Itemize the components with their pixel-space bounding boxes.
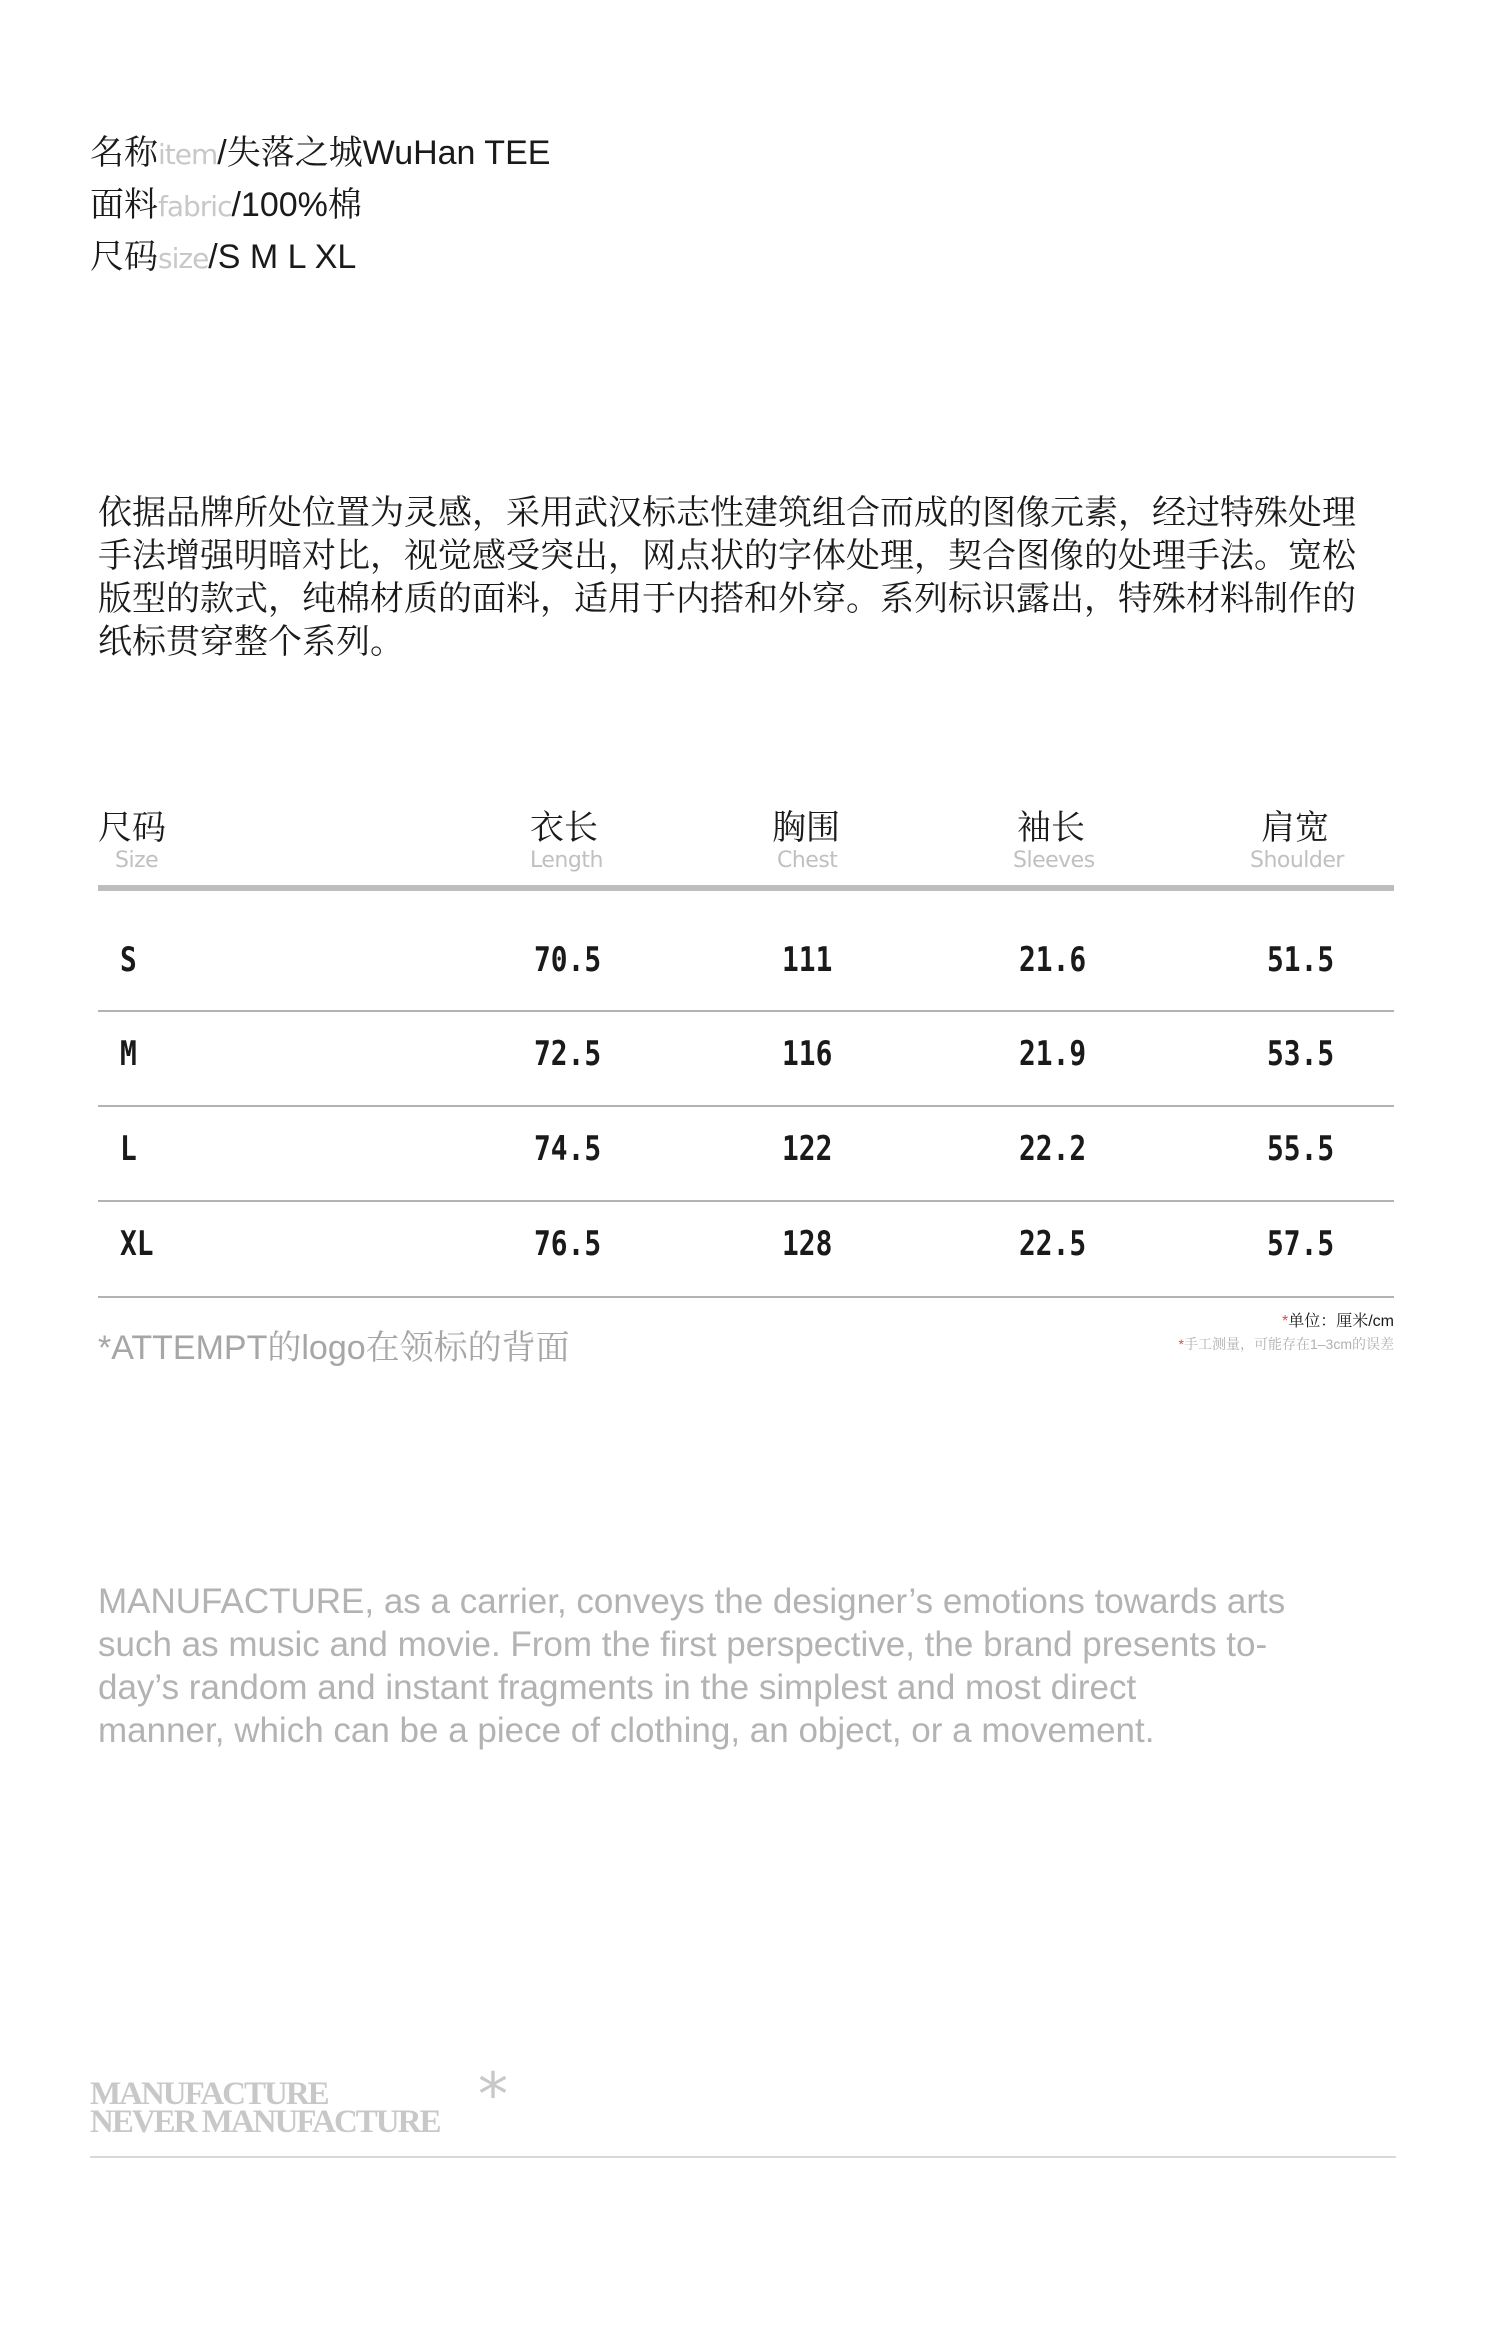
table-row-divider: [98, 1010, 1394, 1012]
header-size-en: Size: [115, 848, 159, 873]
description-line: 版型的款式，纯棉材质的面料，适用于内搭和外穿。系列标识露出，特殊材料制作的: [98, 580, 1356, 618]
table-cell-shoulder: 55.5: [1267, 1129, 1335, 1169]
product-size-line: [90, 232, 550, 284]
table-cell-length: 70.5: [534, 940, 602, 980]
table-cell-length: 72.5: [534, 1034, 602, 1074]
header-sleeves-cn: 袖长: [1017, 809, 1085, 847]
header-shoulder-en: Shoulder: [1250, 848, 1344, 873]
product-size-label: 尺码: [90, 238, 158, 276]
product-name-line: [90, 128, 550, 180]
header-chest-cn: 胸围: [772, 809, 840, 847]
table-cell-shoulder: 51.5: [1267, 940, 1335, 980]
table-cell-size: L: [120, 1129, 137, 1169]
table-cell-chest: 122: [782, 1129, 833, 1169]
brand-statement: [98, 1580, 1428, 1752]
header-length-cn: 衣长: [530, 809, 598, 847]
brand-statement-line: such as music and movie. From the first perspective, the brand presents to-: [98, 1625, 1268, 1664]
product-name-label-en: item: [158, 138, 218, 171]
table-cell-chest: 116: [782, 1034, 833, 1074]
brand-statement-line: manner, which can be a piece of clothing, an object, or a movement.: [98, 1711, 1155, 1750]
table-cell-size: XL: [120, 1224, 154, 1264]
table-cell-shoulder: 53.5: [1267, 1034, 1335, 1074]
table-cell-sleeves: 22.5: [1019, 1224, 1087, 1264]
table-row-divider: [98, 1296, 1394, 1298]
error-text: 手工测量，可能存在1–3cm的误差: [1183, 1336, 1394, 1352]
table-cell-chest: 128: [782, 1224, 833, 1264]
table-cell-sleeves: 21.6: [1019, 940, 1087, 980]
product-fabric-label: 面料: [90, 186, 158, 224]
table-cell-sleeves: 21.9: [1019, 1034, 1087, 1074]
product-fabric-value: /100%棉: [231, 186, 362, 224]
product-description: [98, 492, 1408, 664]
brand-logo-line2: NEVER MANUFACTURE: [90, 2104, 440, 2140]
brand-logo: [90, 2076, 440, 2140]
table-row-divider: [98, 1200, 1394, 1202]
unit-asterisk: *: [1281, 1313, 1289, 1330]
description-line: 纸标贯穿整个系列。: [98, 623, 404, 661]
table-cell-length: 76.5: [534, 1224, 602, 1264]
unit-text: 单位：厘米/cm: [1288, 1313, 1394, 1330]
brand-statement-line: day’s random and instant fragments in the simplest and most direct: [98, 1668, 1137, 1707]
table-header-divider: [98, 885, 1394, 891]
product-fabric-label-en: fabric: [158, 190, 232, 223]
brand-logo-line1: MANUFACTURE: [90, 2076, 328, 2112]
header-sleeves-en: Sleeves: [1013, 848, 1095, 873]
table-cell-size: M: [120, 1034, 137, 1074]
product-fabric-line: [90, 180, 550, 232]
brand-statement-line: MANUFACTURE, as a carrier, conveys the designer’s emotions towards arts: [98, 1582, 1286, 1621]
description-line: 依据品牌所处位置为灵感，采用武汉标志性建筑组合而成的图像元素，经过特殊处理: [98, 494, 1356, 532]
product-size-value: /S M L XL: [208, 238, 357, 276]
asterisk-icon: *: [478, 2060, 508, 2130]
table-row-divider: [98, 1105, 1394, 1107]
unit-note: [1282, 1308, 1394, 1331]
header-shoulder-cn: 肩宽: [1261, 809, 1329, 847]
logo-note: *ATTEMPT的logo在领标的背面: [98, 1329, 570, 1367]
header-size-cn: 尺码: [98, 809, 166, 847]
error-asterisk: *: [1178, 1336, 1184, 1352]
header-length-en: Length: [530, 848, 603, 873]
description-line: 手法增强明暗对比，视觉感受突出，网点状的字体处理，契合图像的处理手法。宽松: [98, 537, 1356, 575]
footer-divider: [90, 2156, 1396, 2158]
product-name-label: 名称: [90, 134, 158, 172]
product-size-label-en: size: [158, 242, 209, 275]
product-name-value: /失落之城WuHan TEE: [217, 134, 551, 172]
header-chest-en: Chest: [777, 848, 838, 873]
table-cell-sleeves: 22.2: [1019, 1129, 1087, 1169]
table-cell-chest: 111: [782, 940, 833, 980]
measurement-error-note: [1179, 1334, 1394, 1354]
table-cell-length: 74.5: [534, 1129, 602, 1169]
product-info: [90, 128, 550, 284]
table-cell-size: S: [120, 940, 137, 980]
table-cell-shoulder: 57.5: [1267, 1224, 1335, 1264]
